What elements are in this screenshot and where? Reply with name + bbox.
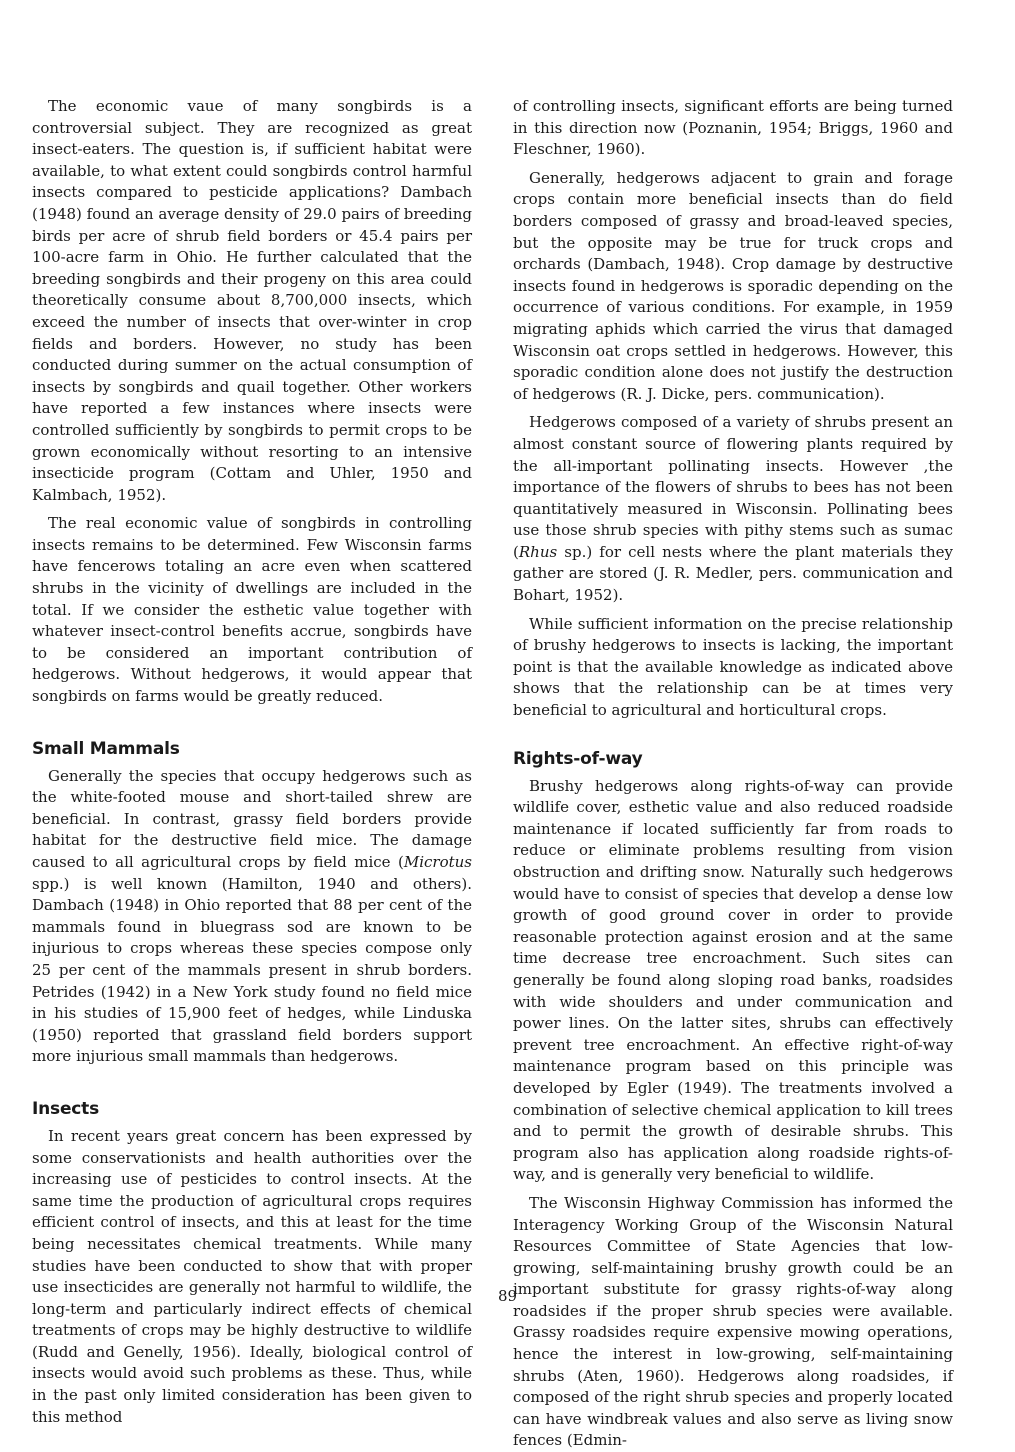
page-number: 89 [497, 1287, 518, 1305]
right-paragraph-1: of controlling insects, significant efforts are being turned in this direction now (Poznanin, 1954; Briggs, 1960 and Fleschner, 1960). [513, 97, 953, 159]
right-column [513, 96, 953, 1452]
left-paragraph-1: The economic vaue of many songbirds is a controversial subject. They are recognized as great insect-eaters. The question is, if sufficient habitat were available, to what extent could songbirds control harmful insects compared to pesticide applications? Dambach (1948) found an average density of 29.0 pairs of breeding birds per acre of shrub field borders or 45.4 pairs per 100-acre farm in Ohio. He further calculated that the breeding songbirds and their progeny on this area could theoretically consume about 8,700,000 insects, which exceed the number of insects that over-winter in crop fields and borders. However, no study has been conducted during summer on the actual consumption of insects by songbirds and quail together. Other workers have reported a few instances where insects were controlled sufficiently by songbirds to permit crops to be grown economically without resorting to an intensive insecticide program (Cottam and Uhler, 1950 and Kalmbach, 1952). [32, 97, 472, 504]
pollinator-text-b: sp.) for cell nests where the plant materials they gather are stored (J. R. Medler, pers. communication and Bohart, 1952). [513, 542, 953, 605]
heading-insects: Insects [32, 1098, 99, 1119]
right-paragraph-5: Brushy hedgerows along rights-of-way can provide wildlife cover, esthetic value and also reduced roadside maintenance if located sufficiently far from roads to reduce or eliminate problems resulting from vision obstruction and drifting snow. Naturally such hedgerows would have to consist of species that develop a dense low growth of good ground cover in order to provide reasonable protection against erosion and at the same time decrease tree encroachment. Such sites can generally be found along sloping road banks, roadsides with wide shoulders and under communication and power lines. On the latter sites, shrubs can effectively prevent tree encroachment. An effective right-of-way maintenance program based on this principle was developed by Egler (1949). The treatments involved a combination of selective chemical application to kill trees and to permit the growth of desirable shrubs. This program also has application along roadside rights-of-way, and is generally very beneficial to wildlife. [513, 776, 953, 1184]
right-paragraph-4: While sufficient information on the precise relationship of brushy hedgerows to insects is lacking, the important point is that the available knowledge as indicated above shows that the relationship can be at times very beneficial to agricultural and horticultural crops. [513, 614, 953, 720]
right-paragraph-2: Generally, hedgerows adjacent to grain and forage crops contain more beneficial insects than do field borders composed of grassy and broad-leaved species, but the opposite may be true for truck crops and orchards (Dambach, 1948). Crop damage by destructive insects found in hedgerows is sporadic depending on the occurrence of various conditions. For example, in 1959 migrating aphids which carried the virus that damaged Wisconsin oat crops settled in hedgerows. However, this sporadic condition alone does not justify the destruction of hedgerows (R. J. Dicke, pers. communication). [513, 168, 953, 403]
heading-small-mammals: Small Mammals [32, 738, 180, 759]
left-paragraph-2: The real economic value of songbirds in controlling insects remains to be determined. Few Wisconsin farms have fencerows totaling an acre even when scattered shrubs in the vicinity of dwellings are included in the total. If we consider the esthetic value together with whatever insect-control benefits accrue, songbirds have to be considered an important contribution of hedgerows. Without hedgerows, it would appear that songbirds on farms would be greatly reduced. [32, 514, 472, 706]
small-mammals-text-a: Generally the species that occupy hedgerows such as the white-footed mouse and short-tailed shrew are beneficial. In contrast, grassy field borders provide habitat for the destructive field mice. The damage caused to all agricultural crops by field mice ( [32, 766, 472, 871]
heading-rights-of-way: Rights-of-way [513, 748, 643, 769]
left-paragraph-3 [32, 766, 472, 1068]
small-mammals-text-b: spp.) is well known (Hamilton, 1940 and others). Dambach (1948) in Ohio reported that 88 per cent of the mammals found in bluegrass sod are known to be injurious to crops whereas these species compose only 25 per cent of the mammals present in shrub borders. Petrides (1942) in a New York study found no field mice in his studies of 15,900 feet of hedges, while Linduska (1950) reported that grassland field borders support more injurious small mammals than hedgerows. [32, 874, 472, 1066]
pollinator-text-a: Hedgerows composed of a variety of shrubs present an almost constant source of flowering plants required by the all-important pollinating insects. However ,the importance of the flowers of shrubs to bees has not been quantitatively measured in Wisconsin. Pollinating bees use those shrub species with pithy stems such as sumac ( [513, 413, 953, 561]
left-column [32, 96, 472, 1428]
species-rhus: Rhus [518, 542, 558, 561]
right-paragraph-3 [513, 412, 953, 606]
left-paragraph-4: In recent years great concern has been expressed by some conservationists and health authorities over the increasing use of pesticides to control insects. At the same time the production of agricultural crops requires efficient control of insects, and this at least for the time being necessitates chemical treatments. While many studies have been conducted to show that with proper use insecticides are generally not harmful to wildlife, the long-term and particularly indirect effects of chemical treatments of crops may be highly destructive to wildlife (Rudd and Genelly, 1956). Ideally, biological control of insects would avoid such problems as these. Thus, while in the past only limited consideration has been given to this method [32, 1126, 472, 1426]
right-paragraph-6: The Wisconsin Highway Commission has informed the Interagency Working Group of the Wisconsin Natural Resources Committee of State Agencies that low-growing, self-maintaining brushy growth could be an important substitute for grassy rights-of-way along roadsides if the proper shrub species were available. Grassy roadsides require expensive mowing operations, hence the interest in low-growing, self-maintaining shrubs (Aten, 1960). Hedgerows along roadsides, if composed of the right shrub species and properly located can have windbreak values and also serve as living snow fences (Edmin- [513, 1193, 953, 1450]
species-microtus: Microtus [403, 853, 472, 871]
